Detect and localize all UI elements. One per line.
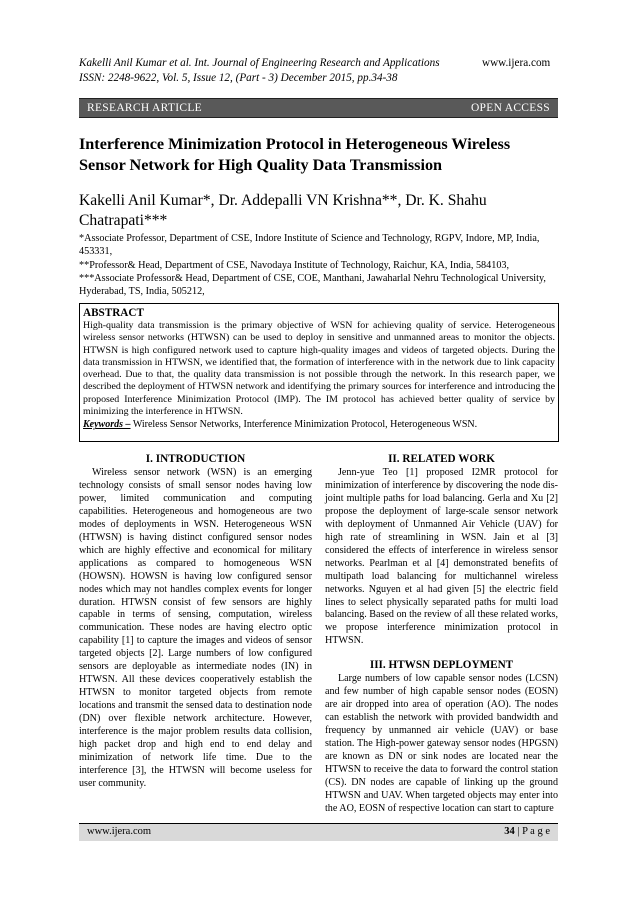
keywords-label: Keywords – — [83, 419, 131, 431]
related-work-heading: II. RELATED WORK — [388, 453, 495, 465]
affiliation-2: **Professor& Head, Department of CSE, Navodaya Institute of Technology, Raichur, KA, India, 584103, — [79, 259, 510, 271]
citation-line-2: ISSN: 2248-9622, Vol. 5, Issue 12, (Part - 3) December 2015, pp.34-38 — [79, 72, 398, 84]
deployment-text: Large numbers of low capable sensor nodes (LCSN) and few number of high capable sensor nodes (EOSN) are air dropped into area of operation (AO). The nodes can establish the network with provided bandwidth and frequency by unmanned air vehicle (UAV) or base station. The High-power gateway sensor nodes (HPGSN) are known as DN or sink nodes are located near the HTWSN to receive the data to forward the control station (CS). DN nodes are capable of linking up the ground HTWSN and UAV. When targeted objects may enter into the AO, EOSN of respective location can start to capture — [325, 673, 558, 814]
abstract-box — [79, 303, 559, 442]
introduction-heading: I. INTRODUCTION — [145, 453, 246, 465]
abstract-body: High-quality data transmission is the primary objective of WSN for achieving quality of service. Heterogeneous wireless sensor networks (HTWSN) can be used to deploy in sensitive and unmanned areas to monitor the objects. HTWSN is high configured network used to capture high-quality images and videos of targeted objects. During the data transmission in HTWSN, we identified that, the formation of interference with in the network due to link capacity overhead. Due to that, the quality data transmission is not possible through the network. In this research paper, we described the deployment of HTWSN network and identifying the primary sources for interference and introducing the proposed Interference Minimization Protocol (IMP). The IM protocol has achieved better quality of service by minimizing the interference in HTWSN. — [83, 320, 555, 418]
paper-title: Interference Minimization Protocol in Heterogeneous Wireless Sensor Network for High Quality Data Transmission — [79, 135, 511, 174]
affiliation-3: ***Associate Professor& Head, Department of CSE, COE, Manthani, Jawaharlal Nehru Technological University, Hyderabad, TS, India, 505212, — [79, 272, 546, 298]
introduction-text: Wireless sensor network (WSN) is an emerging technology consists of small sensor nodes having low power, limited communication and computing capabilities. Heterogeneous and homogeneous are two modes of deployments in WSN. Heterogeneous WSN (HTWSN) is having distinct configured sensor nodes which are highly effective and economical for military applications as compared to homogeneous WSN (HOWSN). HOWSN is having low configured sensor nodes which may not handles complex events for longer duration. HTWSN consist of few sensors are highly capable in terms of sensing, computation, wireless communication. These nodes are having electro optic capability [1] to capture the images and videos of sensor targeted objects [2]. Large numbers of low configured sensors are deployable as intermediate nodes (IN) in HTWSN. All these devices cooperatively establish the HTWSN to monitor targeted objects from remote locations and transmit the sensed data to destination node (DN) over flexible network architecture. However, interference is the major problem results data collision, high packet drop and high end to end delay and minimization of network life time. Due to the interference [3], the HTWSN will become useless for user community. — [79, 467, 312, 789]
affiliation-1: *Associate Professor, Department of CSE, Indore Institute of Science and Technology, RGPV, Indore, MP, India, 453331, — [79, 233, 540, 258]
related-work-text: Jenn-yue Teo [1] proposed I2MR protocol for minimization of interference by discovering the node dis-joint multiple paths for load balancing. Gerla and Xu [2] propose the deployment of large-scale sensor network with deployment of Unmanned Air Vehicle (UAV) for high rate of streamlining in WSN. Jain et al [3] considered the effects of interference in wireless sensor networks. Pearlman et al [4] demonstrated benefits of multipath load balancing for multichannel wireless networks. Nguyen et al had given [5] the electric field lines to select physically separated paths for multi load balancing. Based on the review of all these related works, we propose interference minimization protocol in HTWSN. — [325, 467, 558, 647]
deployment-heading: III. HTWSN DEPLOYMENT — [369, 659, 514, 672]
footer-page-number — [504, 826, 550, 837]
page-footer — [79, 823, 558, 841]
keywords-line — [83, 418, 555, 431]
footer-website-link[interactable]: www.ijera.com — [87, 826, 152, 837]
article-type-banner — [79, 98, 558, 118]
citation-line-1: Kakelli Anil Kumar et al. Int. Journal of Engineering Research and Applications — [79, 57, 440, 69]
open-access-label: OPEN ACCESS — [470, 102, 550, 114]
research-article-label: RESEARCH ARTICLE — [87, 102, 202, 114]
left-column — [79, 452, 312, 791]
page-number: 34 — [504, 826, 515, 837]
keywords-text: Wireless Sensor Networks, Interference Minimization Protocol, Heterogeneous WSN. — [130, 419, 478, 431]
abstract-heading: ABSTRACT — [83, 307, 144, 319]
paper-authors: Kakelli Anil Kumar*, Dr. Addepalli VN Krishna**, Dr. K. Shahu Chatrapati*** — [79, 192, 487, 229]
header-website-link[interactable]: www.ijera.com — [482, 57, 551, 69]
author-affiliations — [79, 232, 559, 298]
journal-citation — [79, 56, 479, 86]
page-label: | P a g e — [514, 826, 550, 837]
right-column — [325, 452, 558, 816]
